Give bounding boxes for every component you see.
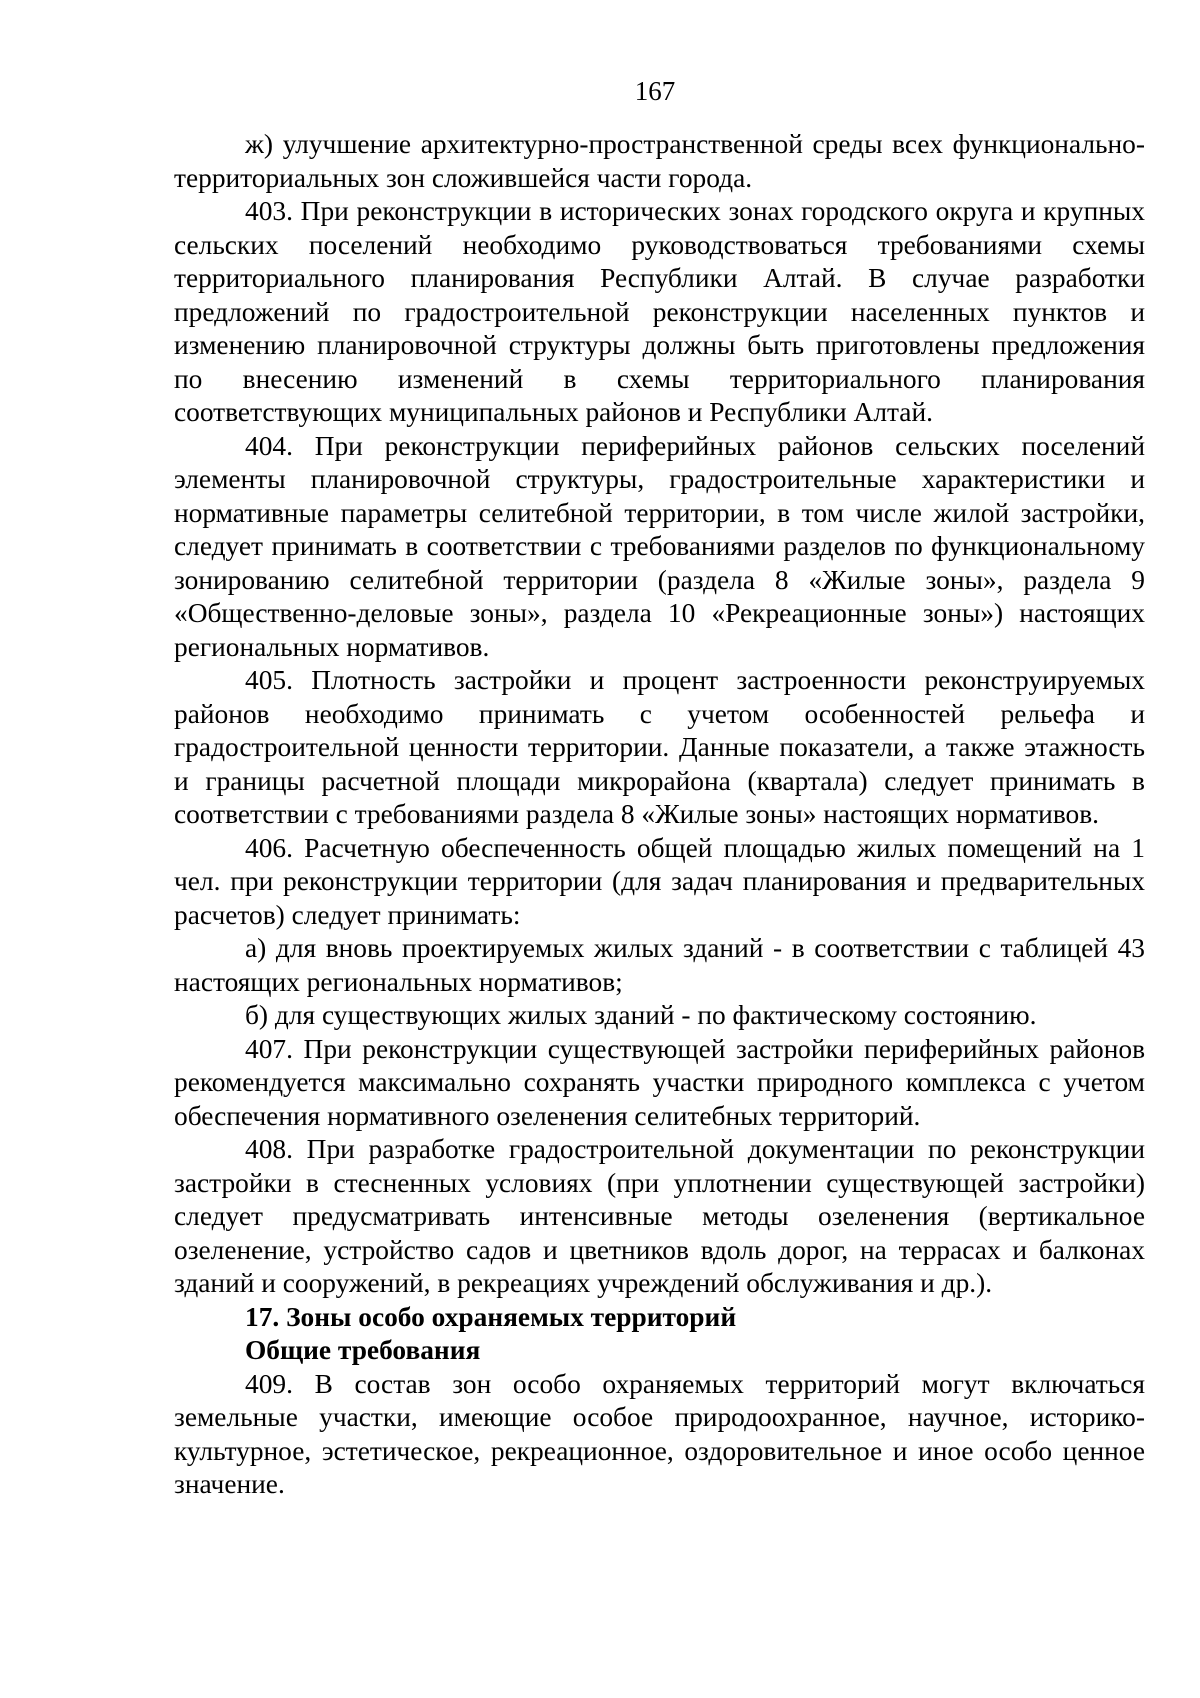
paragraph-403: 403. При реконструкции в исторических зонах городского округа и крупных сельских поселений необходимо руководствоваться требованиями схемы территориального планирования Республики Алтай. В случае разработки предложений по градостроительной реконструкции населенных пунктов и изменению планировочной структуры должны быть приготовлены предложения по внесению изменений в схемы территориального планирования соответствующих муниципальных районов и Республики Алтай. [174,196,1145,427]
paragraph-406-a: а) для вновь проектируемых жилых зданий - в соответствии с таблицей 43 настоящих региональных нормативов; [174,933,1145,997]
subsection-title: Общие требования [245,1335,481,1365]
paragraph-404: 404. При реконструкции периферийных районов сельских поселений элементы планировочной структуры, градостроительные характеристики и нормативные параметры селитебной территории, в том числе жилой застройки, следует принимать в соответствии с требованиями разделов по функциональному зонированию селитебной территории (раздела 8 «Жилые зоны», раздела 9 «Общественно-деловые зоны», раздела 10 «Рекреационные зоны») настоящих региональных нормативов. [174,430,1145,662]
paragraph-405: 405. Плотность застройки и процент застроенности реконструируемых районов необходимо принимать с учетом особенностей рельефа и градостроительной ценности территории. Данные показатели, а также этажность и границы расчетной площади микрорайона (квартала) следует принимать в соответствии с требованиями раздела 8 «Жилые зоны» настоящих нормативов. [174,665,1145,829]
document-body [174,128,1145,1502]
paragraph-406: 406. Расчетную обеспеченность общей площадью жилых помещений на 1 чел. при реконструкции территории (для задач планирования и предварительных расчетов) следует принимать: [174,832,1145,930]
paragraph-406-b: б) для существующих жилых зданий - по фактическому состоянию. [245,1000,1037,1030]
paragraph-407: 407. При реконструкции существующей застройки периферийных районов рекомендуется максимально сохранять участки природного комплекса с учетом обеспечения нормативного озеленения селитебных территорий. [174,1033,1145,1131]
paragraph-409: 409. В состав зон особо охраняемых территорий могут включаться земельные участки, имеющие особое природоохранное, научное, историко-культурное, эстетическое, рекреационное, оздоровительное и иное особо ценное значение. [174,1368,1145,1499]
section-title: 17. Зоны особо охраняемых территорий [245,1301,737,1332]
page-number: 167 [634,76,676,106]
paragraph-408: 408. При разработке градостроительной документации по реконструкции застройки в стесненных условиях (при уплотнении существующей застройки) следует предусматривать интенсивные методы озеленения (вертикальное озеленение, устройство садов и цветников вдоль дорог, на террасах и балконах зданий и сооружений, в рекреациях учреждений обслуживания и др.). [174,1134,1145,1298]
paragraph-zh: ж) улучшение архитектурно-пространственной среды всех функционально-территориальных зон сложившейся части города. [174,129,1145,193]
